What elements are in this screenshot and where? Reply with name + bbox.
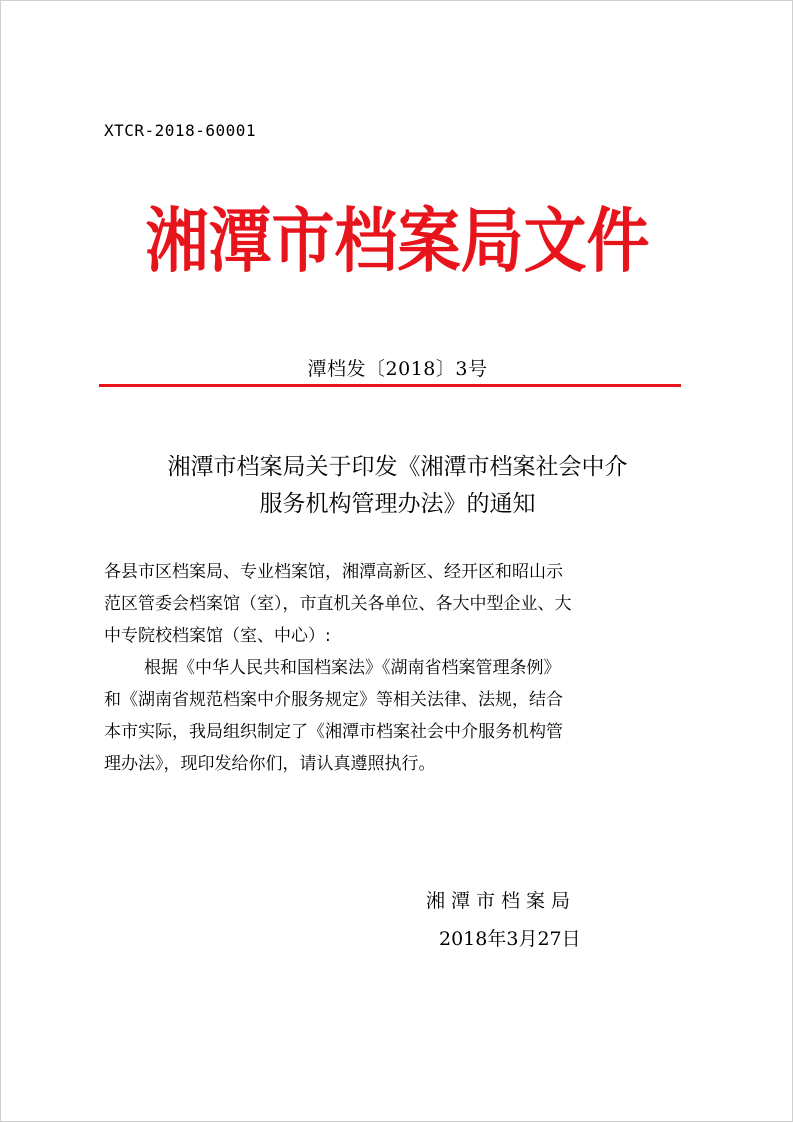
body-line: 根据《中华人民共和国档案法》《湖南省档案管理条例》 [144, 658, 561, 678]
subject-line: 湘潭市档案局关于印发《湘潭市档案社会中介 [167, 454, 628, 480]
issue-date: 2018年3月27日 [439, 928, 581, 950]
issuing-authority-title: 湘潭市档案局文件 [145, 200, 650, 282]
body-line: 本市实际，我局组织制定了《湘潭市档案社会中介服务机构管 [104, 722, 563, 742]
recipients-line: 范区管委会档案馆（室），市直机关各单位、各大中型企业、大 [104, 594, 572, 614]
body-line: 和《湖南省规范档案中介服务规定》等相关法律、法规，结合 [104, 690, 563, 710]
document-subject [99, 449, 696, 523]
issuer-signature: 湘潭市档案局 [426, 890, 577, 912]
body-line: 理办法》，现印发给你们，请认真遵照执行。 [104, 754, 436, 774]
red-divider-line [99, 384, 681, 387]
document-number: 潭档发〔2018〕3号 [307, 358, 488, 380]
document-code: XTCR-2018-60001 [104, 121, 256, 140]
recipients-line: 中专院校档案馆（室、中心）: [104, 626, 331, 646]
subject-line: 服务机构管理办法》的通知 [259, 491, 536, 517]
recipients-line: 各县市区档案局、专业档案馆，湘潭高新区、经开区和昭山示 [104, 562, 563, 582]
document-body [104, 556, 704, 780]
